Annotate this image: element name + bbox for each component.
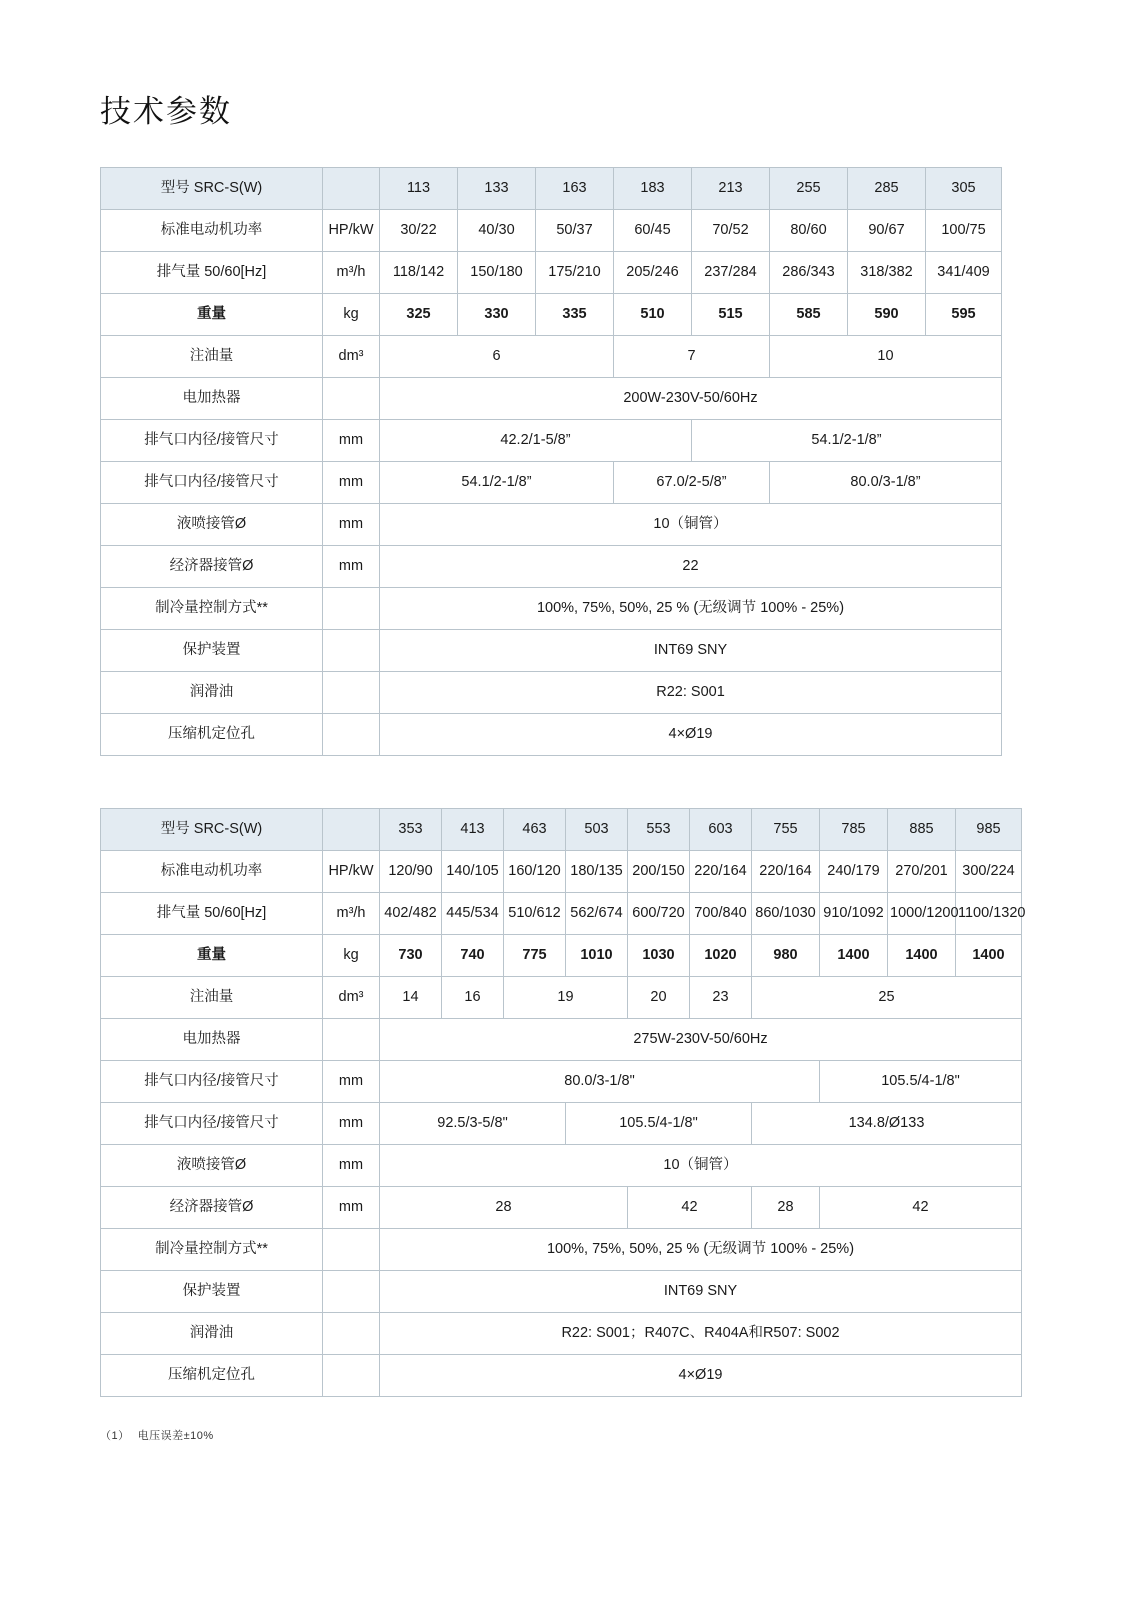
data-cell: 118/142 [380, 252, 458, 294]
row-label: 排气口内径/接管尺寸 [101, 420, 323, 462]
model-column-header: 305 [926, 168, 1002, 210]
model-column-header: 133 [458, 168, 536, 210]
data-cell: 7 [614, 336, 770, 378]
row-label: 经济器接管Ø [101, 1187, 323, 1229]
table-row [101, 1271, 1022, 1313]
footnote-text: 电压误差±10% [137, 1430, 214, 1442]
table-row [101, 977, 1022, 1019]
data-cell: 10 [770, 336, 1002, 378]
data-cell: 22 [380, 546, 1002, 588]
data-cell: 6 [380, 336, 614, 378]
row-unit [323, 1355, 380, 1397]
row-label: 排气口内径/接管尺寸 [101, 1103, 323, 1145]
model-column-header: 213 [692, 168, 770, 210]
table-row [101, 1019, 1022, 1061]
data-cell: INT69 SNY [380, 1271, 1022, 1313]
data-cell: 730 [380, 935, 442, 977]
data-cell: 220/164 [752, 851, 820, 893]
row-unit: mm [323, 1145, 380, 1187]
data-cell: 402/482 [380, 893, 442, 935]
data-cell: 180/135 [566, 851, 628, 893]
model-column-header: 353 [380, 809, 442, 851]
model-column-header: 413 [442, 809, 504, 851]
table-row [101, 462, 1002, 504]
data-cell: 1030 [628, 935, 690, 977]
table-row [101, 1313, 1022, 1355]
data-cell: 980 [752, 935, 820, 977]
data-cell: 105.5/4-1/8" [820, 1061, 1022, 1103]
data-cell: R22: S001；R407C、R404A和R507: S002 [380, 1313, 1022, 1355]
model-column-header: 985 [956, 809, 1022, 851]
data-cell: 335 [536, 294, 614, 336]
data-cell: 740 [442, 935, 504, 977]
row-unit: mm [323, 1103, 380, 1145]
data-cell: 23 [690, 977, 752, 1019]
data-cell: 14 [380, 977, 442, 1019]
data-cell: 10（铜管） [380, 504, 1002, 546]
row-unit: dm³ [323, 336, 380, 378]
model-column-header: 255 [770, 168, 848, 210]
data-cell: 330 [458, 294, 536, 336]
table-row [101, 1187, 1022, 1229]
data-cell: 205/246 [614, 252, 692, 294]
row-unit [323, 630, 380, 672]
data-cell: 70/52 [692, 210, 770, 252]
data-cell: 60/45 [614, 210, 692, 252]
data-cell: 200/150 [628, 851, 690, 893]
table-row [101, 1061, 1022, 1103]
model-column-header: 755 [752, 809, 820, 851]
data-cell: 28 [752, 1187, 820, 1229]
row-unit: m³/h [323, 893, 380, 935]
table-row [101, 630, 1002, 672]
data-cell: 700/840 [690, 893, 752, 935]
table-row [101, 252, 1002, 294]
table-header-row [101, 809, 1022, 851]
data-cell: 1400 [956, 935, 1022, 977]
row-unit: HP/kW [323, 851, 380, 893]
data-cell: 325 [380, 294, 458, 336]
data-cell: 160/120 [504, 851, 566, 893]
page-title: 技术参数 [100, 94, 232, 129]
table-row [101, 1103, 1022, 1145]
row-label: 制冷量控制方式** [101, 588, 323, 630]
spec-table-2-body [101, 809, 1026, 1397]
row-label: 液喷接管Ø [101, 1145, 323, 1187]
data-cell: 80/60 [770, 210, 848, 252]
row-label: 注油量 [101, 336, 323, 378]
row-label: 重量 [101, 294, 323, 336]
data-cell: 42 [820, 1187, 1022, 1229]
data-cell: 10（铜管） [380, 1145, 1022, 1187]
row-unit: mm [323, 546, 380, 588]
footnote [100, 1427, 1031, 1443]
data-cell: 20 [628, 977, 690, 1019]
data-cell: 562/674 [566, 893, 628, 935]
row-label: 排气量 50/60[Hz] [101, 893, 323, 935]
row-unit [323, 672, 380, 714]
row-label: 排气口内径/接管尺寸 [101, 1061, 323, 1103]
data-cell: 318/382 [848, 252, 926, 294]
data-cell: 100%, 75%, 50%, 25 % (无级调节 100% - 25%) [380, 1229, 1022, 1271]
data-cell: 67.0/2-5/8” [614, 462, 770, 504]
row-unit [323, 378, 380, 420]
row-label: 保护装置 [101, 1271, 323, 1313]
data-cell: 237/284 [692, 252, 770, 294]
data-cell: 510 [614, 294, 692, 336]
table-row [101, 672, 1002, 714]
row-label: 压缩机定位孔 [101, 714, 323, 756]
unit-header-cell [323, 168, 380, 210]
model-header-cell: 型号 SRC-S(W) [101, 168, 323, 210]
row-label: 电加热器 [101, 1019, 323, 1061]
data-cell: INT69 SNY [380, 630, 1002, 672]
data-cell: 1000/1200 [888, 893, 956, 935]
row-unit: HP/kW [323, 210, 380, 252]
data-cell: 1100/1320 [956, 893, 1022, 935]
row-unit [323, 1019, 380, 1061]
data-cell: 775 [504, 935, 566, 977]
data-cell: 54.1/2-1/8” [692, 420, 1002, 462]
row-label: 压缩机定位孔 [101, 1355, 323, 1397]
data-cell: 4×Ø19 [380, 714, 1002, 756]
table-row [101, 1355, 1022, 1397]
row-unit: kg [323, 294, 380, 336]
data-cell: 25 [752, 977, 1022, 1019]
row-unit: dm³ [323, 977, 380, 1019]
data-cell: 80.0/3-1/8" [380, 1061, 820, 1103]
data-cell: 120/90 [380, 851, 442, 893]
data-cell: 1400 [888, 935, 956, 977]
data-cell: 30/22 [380, 210, 458, 252]
model-column-header: 285 [848, 168, 926, 210]
data-cell: 42.2/1-5/8” [380, 420, 692, 462]
table-row [101, 420, 1002, 462]
row-unit: kg [323, 935, 380, 977]
data-cell: 105.5/4-1/8" [566, 1103, 752, 1145]
data-cell: 220/164 [690, 851, 752, 893]
spec-table-2 [100, 808, 1026, 1397]
row-unit [323, 714, 380, 756]
data-cell: 80.0/3-1/8” [770, 462, 1002, 504]
row-label: 标准电动机功率 [101, 210, 323, 252]
model-column-header: 553 [628, 809, 690, 851]
data-cell: 100%, 75%, 50%, 25 % (无级调节 100% - 25%) [380, 588, 1002, 630]
table-row [101, 714, 1002, 756]
model-column-header: 463 [504, 809, 566, 851]
row-label: 排气口内径/接管尺寸 [101, 462, 323, 504]
table-row [101, 935, 1022, 977]
table-row [101, 893, 1022, 935]
row-unit [323, 588, 380, 630]
data-cell: 240/179 [820, 851, 888, 893]
data-cell: R22: S001 [380, 672, 1002, 714]
data-cell: 1020 [690, 935, 752, 977]
row-label: 注油量 [101, 977, 323, 1019]
row-unit: m³/h [323, 252, 380, 294]
data-cell: 595 [926, 294, 1002, 336]
data-cell: 200W-230V-50/60Hz [380, 378, 1002, 420]
data-cell: 90/67 [848, 210, 926, 252]
data-cell: 341/409 [926, 252, 1002, 294]
row-label: 润滑油 [101, 672, 323, 714]
table-row [101, 851, 1022, 893]
row-label: 保护装置 [101, 630, 323, 672]
model-column-header: 603 [690, 809, 752, 851]
data-cell: 585 [770, 294, 848, 336]
data-cell: 42 [628, 1187, 752, 1229]
data-cell: 1400 [820, 935, 888, 977]
data-cell: 19 [504, 977, 628, 1019]
data-cell: 40/30 [458, 210, 536, 252]
row-unit: mm [323, 504, 380, 546]
table-row [101, 1145, 1022, 1187]
table-header-row [101, 168, 1002, 210]
table-row [101, 504, 1002, 546]
data-cell: 860/1030 [752, 893, 820, 935]
data-cell: 510/612 [504, 893, 566, 935]
table-row [101, 546, 1002, 588]
data-cell: 910/1092 [820, 893, 888, 935]
table-row [101, 294, 1002, 336]
row-label: 标准电动机功率 [101, 851, 323, 893]
table-row [101, 378, 1002, 420]
unit-header-cell [323, 809, 380, 851]
row-unit [323, 1271, 380, 1313]
data-cell: 175/210 [536, 252, 614, 294]
spec-table-1-body [101, 168, 1002, 756]
model-column-header: 503 [566, 809, 628, 851]
row-unit [323, 1313, 380, 1355]
model-column-header: 785 [820, 809, 888, 851]
data-cell: 92.5/3-5/8" [380, 1103, 566, 1145]
data-cell: 100/75 [926, 210, 1002, 252]
row-label: 制冷量控制方式** [101, 1229, 323, 1271]
data-cell: 1010 [566, 935, 628, 977]
data-cell: 275W-230V-50/60Hz [380, 1019, 1022, 1061]
model-column-header: 163 [536, 168, 614, 210]
data-cell: 515 [692, 294, 770, 336]
data-cell: 150/180 [458, 252, 536, 294]
row-unit: mm [323, 1187, 380, 1229]
row-label: 润滑油 [101, 1313, 323, 1355]
row-unit: mm [323, 420, 380, 462]
model-column-header: 885 [888, 809, 956, 851]
table-row [101, 1229, 1022, 1271]
model-header-cell: 型号 SRC-S(W) [101, 809, 323, 851]
data-cell: 134.8/Ø133 [752, 1103, 1022, 1145]
spec-table-1 [100, 167, 1002, 756]
row-label: 重量 [101, 935, 323, 977]
data-cell: 4×Ø19 [380, 1355, 1022, 1397]
row-unit [323, 1229, 380, 1271]
row-label: 液喷接管Ø [101, 504, 323, 546]
data-cell: 54.1/2-1/8” [380, 462, 614, 504]
data-cell: 140/105 [442, 851, 504, 893]
row-unit: mm [323, 1061, 380, 1103]
data-cell: 600/720 [628, 893, 690, 935]
data-cell: 590 [848, 294, 926, 336]
row-unit: mm [323, 462, 380, 504]
table-row [101, 210, 1002, 252]
data-cell: 16 [442, 977, 504, 1019]
row-label: 经济器接管Ø [101, 546, 323, 588]
data-cell: 28 [380, 1187, 628, 1229]
row-label: 排气量 50/60[Hz] [101, 252, 323, 294]
table-row [101, 336, 1002, 378]
data-cell: 300/224 [956, 851, 1022, 893]
footnote-number: （1） [100, 1430, 130, 1442]
data-cell: 445/534 [442, 893, 504, 935]
row-label: 电加热器 [101, 378, 323, 420]
data-cell: 286/343 [770, 252, 848, 294]
model-column-header: 183 [614, 168, 692, 210]
model-column-header: 113 [380, 168, 458, 210]
data-cell: 270/201 [888, 851, 956, 893]
data-cell: 50/37 [536, 210, 614, 252]
table-row [101, 588, 1002, 630]
